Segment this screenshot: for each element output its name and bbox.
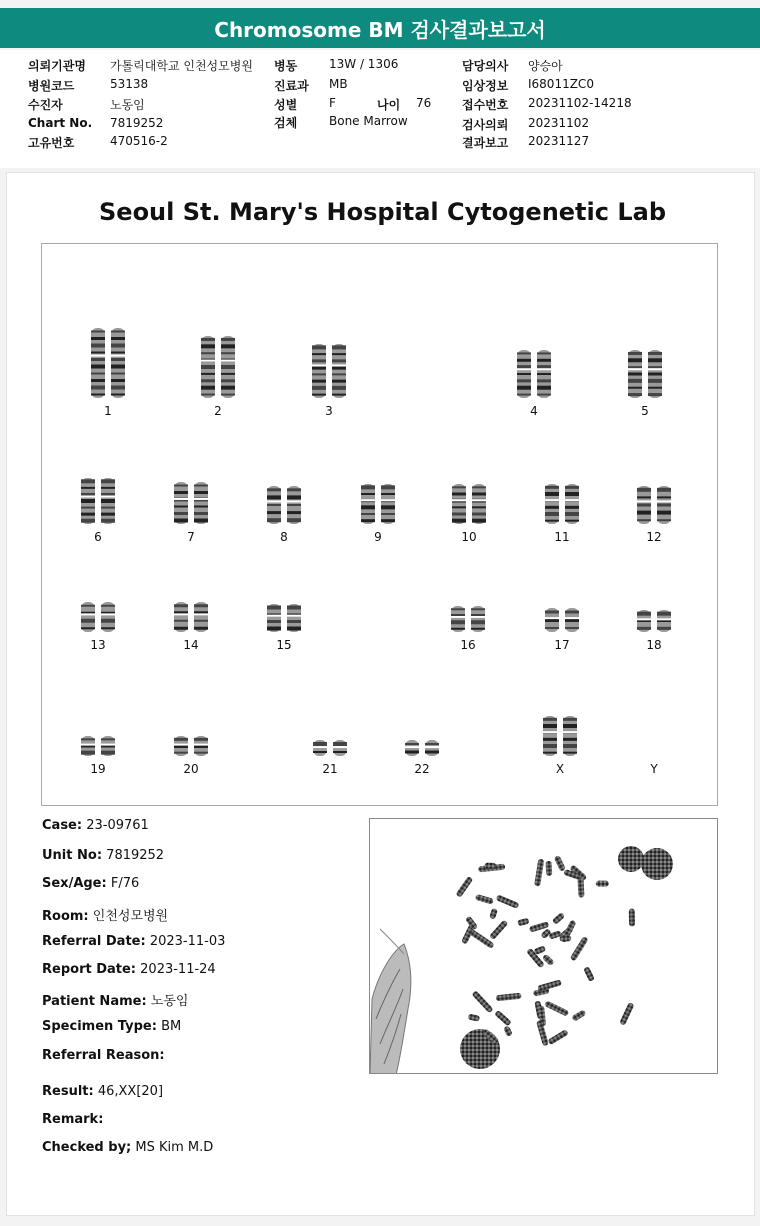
- chromosome-3: [331, 344, 347, 398]
- room-value: 인천성모병원: [92, 909, 169, 924]
- chromosome-19: [100, 736, 116, 756]
- chart-no-value: 7819252: [110, 116, 164, 130]
- chromosome-16: [450, 606, 466, 632]
- chromosome-pair-17: [543, 606, 581, 634]
- chromosome-label-11: 11: [554, 530, 570, 544]
- result-label: Result:: [42, 1084, 94, 1099]
- chromosome-label-4: 4: [530, 404, 538, 418]
- chromosome-pair-10: [450, 482, 488, 526]
- chromosome-5: [647, 350, 663, 398]
- chromosome-pair-13: [79, 600, 117, 634]
- metaphase-chromosome: [583, 966, 595, 982]
- chromosome-label-15: 15: [276, 638, 292, 652]
- metaphase-chromosome: [469, 929, 495, 949]
- chromosome-pair-7: [172, 480, 210, 526]
- checked-by-line: [42, 1140, 213, 1155]
- chromosome-pair-12: [635, 484, 673, 526]
- case-line: [42, 818, 149, 833]
- report-title-bar: [0, 8, 760, 48]
- metaphase-chromosome: [542, 954, 555, 967]
- chromosome-10: [451, 484, 467, 524]
- chromosome-label-19: 19: [90, 762, 106, 776]
- chromosome-pair-18: [635, 608, 673, 634]
- tissue-fragment: [370, 944, 411, 1074]
- sex-value: F: [329, 96, 336, 110]
- clinical-info-value: I68011ZC0: [528, 77, 594, 91]
- chromosome-pair-20: [172, 734, 210, 758]
- chromosome-X: [542, 716, 558, 756]
- chart-no-label: Chart No.: [28, 116, 93, 130]
- institution-label: 의뢰기관명: [28, 59, 86, 73]
- chromosome-6: [80, 478, 96, 524]
- metaphase-chromosome: [517, 918, 530, 927]
- metaphase-chromosome: [471, 990, 493, 1013]
- department-label: 진료과: [274, 79, 309, 93]
- metaphase-chromosome: [489, 908, 498, 920]
- nucleus: [641, 848, 673, 880]
- room-label: Room:: [42, 909, 89, 924]
- chromosome-label-6: 6: [94, 530, 102, 544]
- result-line: [42, 1084, 163, 1099]
- chromosome-pair-1: [89, 326, 127, 400]
- patient-label: 수진자: [28, 98, 63, 112]
- ward-value: 13W / 1306: [329, 57, 399, 71]
- doctor-label: 담당의사: [462, 59, 509, 73]
- chromosome-pair-4: [515, 348, 553, 400]
- chromosome-pair-6: [79, 476, 117, 526]
- chromosome-label-1: 1: [104, 404, 112, 418]
- receipt-no-value: 20231102-14218: [528, 96, 632, 110]
- chromosome-20: [173, 736, 189, 756]
- nucleus: [618, 846, 644, 872]
- metaphase-chromosome: [571, 1009, 586, 1021]
- chromosome-15: [266, 604, 282, 632]
- chromosome-label-Y: Y: [650, 762, 658, 776]
- metaphase-chromosome: [537, 979, 562, 991]
- patient-name-line: [42, 990, 188, 1009]
- chromosome-pair-X: [541, 714, 579, 758]
- department-value: MB: [329, 77, 348, 91]
- case-value: 23-09761: [86, 818, 149, 833]
- sexage-label: Sex/Age:: [42, 876, 107, 891]
- chromosome-pair-22: [403, 738, 441, 758]
- chromosome-pair-14: [172, 600, 210, 634]
- remark-label: Remark:: [42, 1112, 104, 1127]
- patient-name-label: Patient Name:: [42, 994, 147, 1009]
- report-date-value-2: 2023-11-24: [140, 962, 216, 977]
- chromosome-2: [220, 336, 236, 398]
- request-date-value: 20231102: [528, 116, 590, 130]
- report-date-line: [42, 962, 216, 977]
- chromosome-7: [173, 482, 189, 524]
- metaphase-svg: [370, 819, 718, 1074]
- chromosome-17: [544, 608, 560, 632]
- report-title: Chromosome BM 검사결과보고서: [214, 17, 546, 42]
- doctor-value: 양승아: [528, 59, 563, 73]
- chromosome-pair-16: [449, 604, 487, 634]
- chromosome-18: [656, 610, 672, 632]
- chromosome-label-13: 13: [90, 638, 106, 652]
- unique-no-label: 고유번호: [28, 136, 75, 150]
- metaphase-chromosome: [619, 1002, 634, 1026]
- metaphase-chromosome: [536, 1020, 549, 1047]
- metaphase-chromosomes: [455, 855, 635, 1046]
- metaphase-chromosome: [544, 1000, 569, 1016]
- chromosome-2: [200, 336, 216, 398]
- chromosome-label-12: 12: [646, 530, 662, 544]
- chromosome-label-17: 17: [554, 638, 570, 652]
- chromosome-label-5: 5: [641, 404, 649, 418]
- chromosome-pair-8: [265, 484, 303, 526]
- metaphase-chromosome: [496, 993, 522, 1002]
- metaphase-chromosome: [570, 936, 589, 961]
- chromosome-20: [193, 736, 209, 756]
- clinical-info-label: 임상정보: [462, 79, 509, 93]
- chromosome-12: [636, 486, 652, 524]
- chromosome-16: [470, 606, 486, 632]
- chromosome-label-18: 18: [646, 638, 662, 652]
- chromosome-label-22: 22: [414, 762, 430, 776]
- hospital-code-label: 병원코드: [28, 79, 75, 93]
- checked-by-label: Checked by;: [42, 1140, 132, 1155]
- chromosome-10: [471, 484, 487, 524]
- chromosome-12: [656, 486, 672, 524]
- referral-date-label: Referral Date:: [42, 934, 146, 949]
- specimen-value: Bone Marrow: [329, 114, 408, 128]
- ward-label: 병동: [274, 59, 298, 73]
- unit-line: [42, 848, 164, 863]
- chromosome-21: [332, 740, 348, 756]
- lab-title: Seoul St. Mary's Hospital Cytogenetic Lab: [99, 198, 666, 226]
- report-date-label-2: Report Date:: [42, 962, 137, 977]
- metaphase-chromosome: [554, 855, 566, 872]
- referral-date-value: 2023-11-03: [149, 934, 226, 949]
- chromosome-label-14: 14: [183, 638, 199, 652]
- chromosome-label-16: 16: [460, 638, 476, 652]
- metaphase-chromosome: [596, 881, 609, 887]
- chromosome-22: [424, 740, 440, 756]
- metaphase-chromosome: [489, 920, 508, 941]
- report-date-label: 결과보고: [462, 136, 509, 150]
- chromosome-14: [173, 602, 189, 632]
- chromosome-7: [193, 482, 209, 524]
- nucleus: [460, 1029, 500, 1069]
- patient-value: 노동임: [110, 98, 145, 112]
- patient-header: [0, 50, 760, 168]
- chromosome-pair-3: [310, 342, 348, 400]
- metaphase-chromosome: [455, 876, 473, 898]
- metaphase-chromosome: [560, 935, 572, 941]
- specimen-label: 검체: [274, 116, 298, 130]
- room-line: [42, 905, 168, 924]
- unit-label: Unit No:: [42, 848, 103, 863]
- specimen-type-label: Specimen Type:: [42, 1019, 157, 1034]
- unique-no-value: 470516-2: [110, 134, 168, 148]
- metaphase-chromosome: [534, 859, 544, 887]
- chromosome-8: [266, 486, 282, 524]
- chromosome-15: [286, 604, 302, 632]
- chromosome-19: [80, 736, 96, 756]
- chromosome-label-21: 21: [322, 762, 338, 776]
- metaphase-chromosome: [503, 1025, 513, 1037]
- metaphase-image: [369, 818, 718, 1074]
- chromosome-8: [286, 486, 302, 524]
- chromosome-label-8: 8: [280, 530, 288, 544]
- institution-value: 가톨릭대학교 인천성모병원: [110, 59, 253, 73]
- chromosome-pair-5: [626, 348, 664, 400]
- chromosome-9: [360, 484, 376, 524]
- chromosome-1: [90, 328, 106, 398]
- referral-date-line: [42, 934, 225, 949]
- chromosome-1: [110, 328, 126, 398]
- patient-name-value: 노동임: [150, 994, 189, 1009]
- chromosome-pair-19: [79, 734, 117, 758]
- chromosome-pair-21: [311, 738, 349, 758]
- metaphase-chromosome: [475, 894, 494, 905]
- age-label: 나이: [377, 98, 401, 112]
- chromosome-9: [380, 484, 396, 524]
- specimen-type-value: BM: [161, 1019, 182, 1034]
- checked-by-value: MS Kim M.D: [135, 1140, 214, 1155]
- report-date-value: 20231127: [528, 134, 590, 148]
- chromosome-11: [544, 484, 560, 524]
- chromosome-4: [536, 350, 552, 398]
- chromosome-13: [100, 602, 116, 632]
- metaphase-chromosome: [552, 912, 566, 925]
- chromosome-X: [562, 716, 578, 756]
- metaphase-chromosome: [546, 861, 553, 876]
- chromosome-6: [100, 478, 116, 524]
- chromosome-11: [564, 484, 580, 524]
- specimen-type-line: [42, 1019, 181, 1034]
- result-value: 46,XX[20]: [97, 1084, 164, 1099]
- chromosome-label-X: X: [555, 762, 565, 776]
- chromosome-5: [627, 350, 643, 398]
- metaphase-chromosome: [468, 1013, 480, 1021]
- metaphase-chromosome: [547, 1029, 568, 1045]
- chromosome-label-20: 20: [183, 762, 199, 776]
- metaphase-chromosome: [484, 862, 496, 869]
- unit-value: 7819252: [106, 848, 165, 863]
- chromosome-label-2: 2: [214, 404, 222, 418]
- receipt-no-label: 접수번호: [462, 98, 509, 112]
- sex-label: 성별: [274, 98, 298, 112]
- chromosome-17: [564, 608, 580, 632]
- metaphase-chromosome: [496, 894, 520, 909]
- chromosome-14: [193, 602, 209, 632]
- age-value: 76: [416, 96, 432, 110]
- referral-reason-label: Referral Reason:: [42, 1048, 165, 1063]
- chromosome-label-10: 10: [461, 530, 477, 544]
- sexage-value: F/76: [110, 876, 140, 891]
- request-date-label: 검사의뢰: [462, 118, 509, 132]
- referral-reason-line: [42, 1048, 165, 1063]
- chromosome-3: [311, 344, 327, 398]
- chromosome-21: [312, 740, 328, 756]
- chromosome-22: [404, 740, 420, 756]
- metaphase-chromosome: [577, 877, 584, 897]
- chromosome-label-7: 7: [187, 530, 195, 544]
- chromosome-label-3: 3: [325, 404, 333, 418]
- chromosome-pair-2: [199, 334, 237, 400]
- sexage-line: [42, 876, 139, 891]
- remark-line: [42, 1112, 103, 1127]
- metaphase-chromosome: [494, 1010, 512, 1027]
- case-label: Case:: [42, 818, 83, 833]
- chromosome-18: [636, 610, 652, 632]
- hospital-code-value: 53138: [110, 77, 149, 91]
- chromosome-pair-11: [543, 482, 581, 526]
- karyotype-panel: [41, 243, 718, 806]
- chromosome-pair-9: [359, 482, 397, 526]
- chromosome-label-9: 9: [374, 530, 382, 544]
- chromosome-pair-15: [265, 602, 303, 634]
- metaphase-chromosome: [629, 908, 635, 926]
- chromosome-4: [516, 350, 532, 398]
- chromosome-13: [80, 602, 96, 632]
